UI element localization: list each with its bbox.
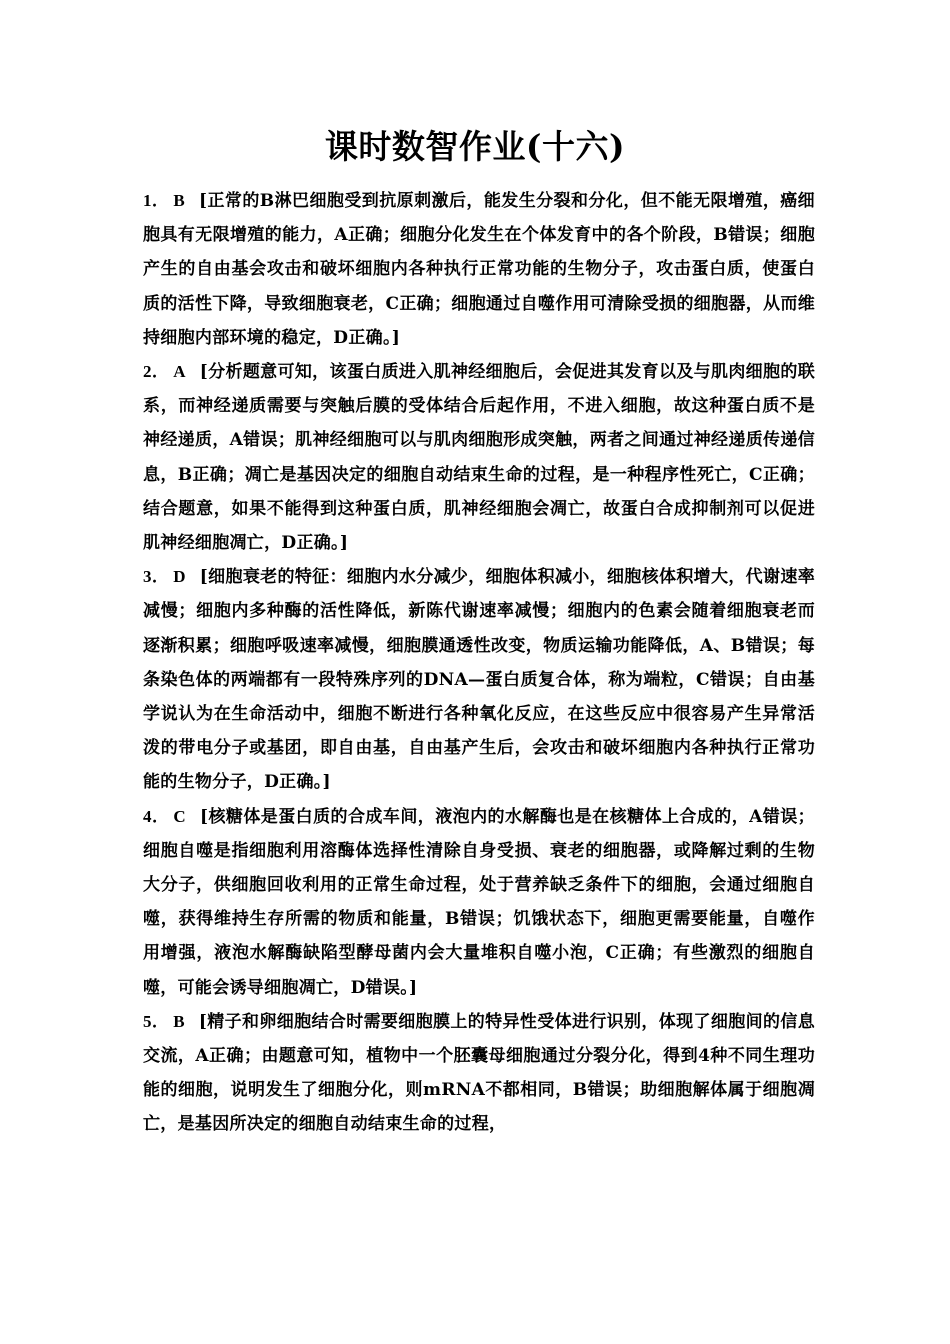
answer-explanation: [分析题意可知，该蛋白质进入肌神经细胞后，会促进其发育以及与肌肉细胞的联系，而神经递质需要与突触后膜的受体结合后起作用，不进入细胞，故这种蛋白质不是神经递质，A错误；肌神经细胞可以与肌肉细胞形成突触，两者之间通过神经递质传递信息，B正确；凋亡是基因决定的细胞自动结束生命的过程，是一种程序性死亡，C正确；结合题意，如果不能得到这种蛋白质，肌神经细胞会凋亡，故蛋白合成抑制剂可以促进肌神经细胞凋亡，D正确。] xyxy=(143,362,815,554)
answer-item-2 xyxy=(143,355,815,560)
answer-choice: A xyxy=(173,362,186,382)
answer-choice: D xyxy=(173,567,186,587)
answer-number: 1． xyxy=(143,191,170,210)
answer-item-4 xyxy=(143,800,815,1005)
answer-number: 4． xyxy=(143,806,170,826)
answer-choice: B xyxy=(173,191,186,210)
answer-choice: C xyxy=(173,806,186,826)
answer-explanation: [细胞衰老的特征：细胞内水分减少，细胞体积减小，细胞核体积增大，代谢速率减慢；细胞内多种酶的活性降低，新陈代谢速率减慢；细胞内的色素会随着细胞衰老而逐渐积累；细胞呼吸速率减慢，细胞膜通透性改变，物质运输功能降低，A、B错误；每条染色体的两端都有一段特殊序列的DNA—蛋白质复合体，称为端粒，C错误；自由基学说认为在生命活动中，细胞不断进行各种氧化反应，在这些反应中很容易产生异常活泼的带电分子或基团，即自由基，自由基产生后，会攻击和破坏细胞内各种执行正常功能的生物分子，D正确。] xyxy=(143,567,815,793)
answer-explanation: [精子和卵细胞结合时需要细胞膜上的特异性受体进行识别，体现了细胞间的信息交流，A正确；由题意可知，植物中一个胚囊母细胞通过分裂分化，得到4种不同生理功能的细胞，说明发生了细胞分化，则mRNA不都相同，B错误；助细胞解体属于细胞凋亡，是基因所决定的细胞自动结束生命的过程， xyxy=(143,1011,815,1135)
answer-explanation: [核糖体是蛋白质的合成车间，液泡内的水解酶也是在核糖体上合成的，A错误；细胞自噬是指细胞利用溶酶体选择性清除自身受损、衰老的细胞器，或降解过剩的生物大分子，供细胞回收利用的正常生命过程，处于营养缺乏条件下的细胞，会通过细胞自噬，获得维持生存所需的物质和能量，B错误；饥饿状态下，细胞更需要能量，自噬作用增强，液泡水解酶缺陷型酵母菌内会大量堆积自噬小泡，C正确；有些激烈的细胞自噬，可能会诱导细胞凋亡，D错误。] xyxy=(143,806,815,998)
answer-number: 2． xyxy=(143,362,170,382)
answer-item-3 xyxy=(143,560,815,799)
answer-choice: B xyxy=(173,1011,185,1031)
page-title: 课时数智作业(十六) xyxy=(324,127,626,166)
answer-list xyxy=(143,184,815,1142)
answer-item-1 xyxy=(143,184,815,355)
answer-explanation: [正常的B淋巴细胞受到抗原刺激后，能发生分裂和分化，但不能无限增殖，癌细胞具有无限增殖的能力，A正确；细胞分化发生在个体发育中的各个阶段，B错误；细胞产生的自由基会攻击和破坏细胞内各种执行正常功能的生物分子，攻击蛋白质，使蛋白质的活性下降，导致细胞衰老，C正确；细胞通过自噬作用可清除受损的细胞器，从而维持细胞内部环境的稳定，D正确。] xyxy=(143,191,815,348)
answer-number: 3． xyxy=(143,567,170,587)
answer-number: 5． xyxy=(143,1011,170,1031)
answer-item-5 xyxy=(143,1005,815,1142)
